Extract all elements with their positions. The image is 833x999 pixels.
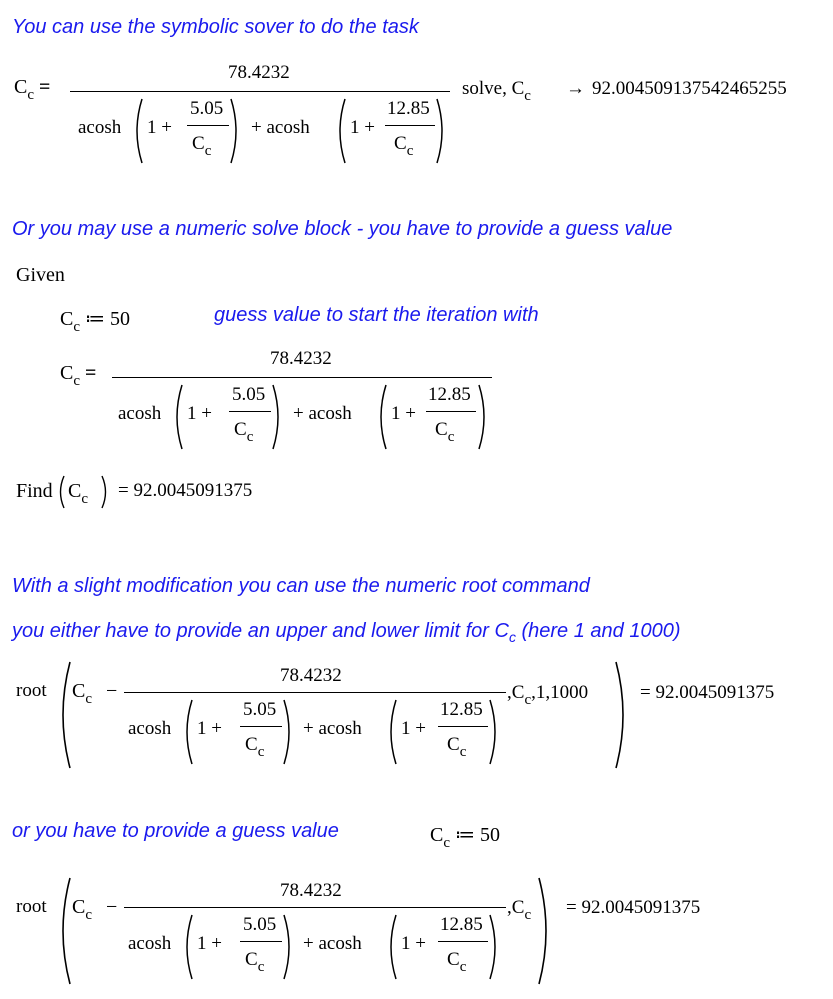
comment-symbolic-solver: You can use the symbolic sover to do the task	[12, 16, 419, 38]
frac-num-a2: 12.85	[440, 699, 483, 720]
guess-assignment-alt[interactable]: $C_c$ ≔ 50	[430, 824, 501, 851]
inner-fraction-bar	[229, 411, 271, 412]
frac-den-var: $C_c$	[394, 133, 414, 159]
minus-sign: −	[106, 680, 118, 702]
one-plus: 1 +	[197, 933, 222, 954]
right-paren	[282, 913, 296, 981]
acosh-label: acosh	[128, 718, 172, 739]
acosh-label: acosh	[78, 117, 122, 138]
comment-root-command: With a slight modification you can use the numeric root command	[12, 575, 590, 597]
frac-num-a1: 5.05	[232, 384, 266, 405]
frac-den-var: $C_c$	[245, 949, 265, 975]
right-paren	[488, 913, 502, 981]
root-keyword: root	[16, 680, 47, 701]
fraction-bar	[124, 907, 506, 908]
plus-acosh: + acosh	[251, 117, 310, 138]
comment-guess: guess value to start the iteration with	[214, 304, 539, 326]
frac-num-a2: 12.85	[387, 98, 430, 119]
inner-fraction-bar	[240, 941, 282, 942]
frac-den-var: $C_c$	[245, 734, 265, 760]
left-paren	[130, 97, 144, 165]
frac-den-var: $C_c$	[192, 133, 212, 159]
one-plus: 1 +	[401, 718, 426, 739]
root-var: $C_c$	[72, 680, 93, 707]
solve-keyword: solve, $C_c$	[462, 78, 531, 104]
numerator: 78.4232	[280, 665, 342, 686]
frac-den-var: $C_c$	[435, 419, 455, 445]
left-paren	[56, 474, 66, 510]
numerator: 78.4232	[280, 880, 342, 901]
numerator: 78.4232	[270, 348, 332, 369]
find-argument: $C_c$	[68, 480, 89, 507]
lhs-variable: $C_c$ =	[60, 362, 97, 389]
frac-den-var: $C_c$	[447, 949, 467, 975]
outer-right-paren	[537, 876, 555, 986]
lhs-variable: $C_c$ =	[14, 76, 51, 103]
left-paren	[374, 383, 388, 451]
comment-guess-alt: or you have to provide a guess value	[12, 820, 339, 842]
one-plus: 1 +	[187, 403, 212, 424]
plus-acosh: + acosh	[303, 718, 362, 739]
find-keyword: Find	[16, 480, 53, 502]
one-plus: 1 +	[401, 933, 426, 954]
frac-num-a2: 12.85	[440, 914, 483, 935]
inner-fraction-bar	[187, 125, 229, 126]
frac-num-a1: 5.05	[243, 699, 277, 720]
acosh-label: acosh	[128, 933, 172, 954]
inner-fraction-bar	[240, 726, 282, 727]
left-paren	[170, 383, 184, 451]
right-paren	[477, 383, 491, 451]
right-paren	[282, 698, 296, 766]
root-var: $C_c$	[72, 896, 93, 923]
inner-fraction-bar	[426, 411, 476, 412]
left-paren	[180, 913, 194, 981]
frac-den-var: $C_c$	[447, 734, 467, 760]
minus-sign: −	[106, 896, 118, 918]
outer-left-paren	[54, 876, 72, 986]
frac-num-a1: 5.05	[190, 98, 224, 119]
left-paren	[180, 698, 194, 766]
right-paren	[271, 383, 285, 451]
inner-fraction-bar	[438, 941, 488, 942]
symbolic-result: 92.004509137542465255	[592, 78, 787, 99]
one-plus: 1 +	[391, 403, 416, 424]
guess-assignment[interactable]: $C_c$ ≔ 50	[60, 308, 131, 335]
root-arguments: $,C_c$	[507, 897, 532, 923]
left-paren	[333, 97, 347, 165]
fraction-bar	[112, 377, 492, 378]
root-keyword: root	[16, 896, 47, 917]
root-arguments: $,C_c,1,1000$	[507, 682, 589, 708]
frac-den-var: $C_c$	[234, 419, 254, 445]
left-paren	[384, 913, 398, 981]
inner-fraction-bar	[385, 125, 435, 126]
given-keyword[interactable]: Given	[16, 264, 65, 286]
right-paren	[100, 474, 110, 510]
numerator: 78.4232	[228, 62, 290, 83]
outer-left-paren	[54, 660, 72, 770]
arrow-symbol: →	[566, 78, 585, 99]
plus-acosh: + acosh	[293, 403, 352, 424]
find-result: = 92.0045091375	[118, 480, 253, 501]
fraction-bar	[124, 692, 506, 693]
right-paren	[229, 97, 243, 165]
frac-num-a1: 5.05	[243, 914, 277, 935]
left-paren	[384, 698, 398, 766]
one-plus: 1 +	[197, 718, 222, 739]
right-paren	[488, 698, 502, 766]
root-result: = 92.0045091375	[566, 897, 701, 918]
one-plus: 1 +	[350, 117, 375, 138]
right-paren	[435, 97, 449, 165]
outer-right-paren	[614, 660, 632, 770]
comment-limits: you either have to provide an upper and lower limit for $C_c$ (here 1 and 1000)	[12, 620, 681, 645]
plus-acosh: + acosh	[303, 933, 362, 954]
fraction-bar	[70, 91, 450, 92]
acosh-label: acosh	[118, 403, 162, 424]
one-plus: 1 +	[147, 117, 172, 138]
inner-fraction-bar	[438, 726, 488, 727]
root-result: = 92.0045091375	[640, 682, 775, 703]
frac-num-a2: 12.85	[428, 384, 471, 405]
comment-solve-block: Or you may use a numeric solve block - you have to provide a guess value	[12, 218, 673, 240]
